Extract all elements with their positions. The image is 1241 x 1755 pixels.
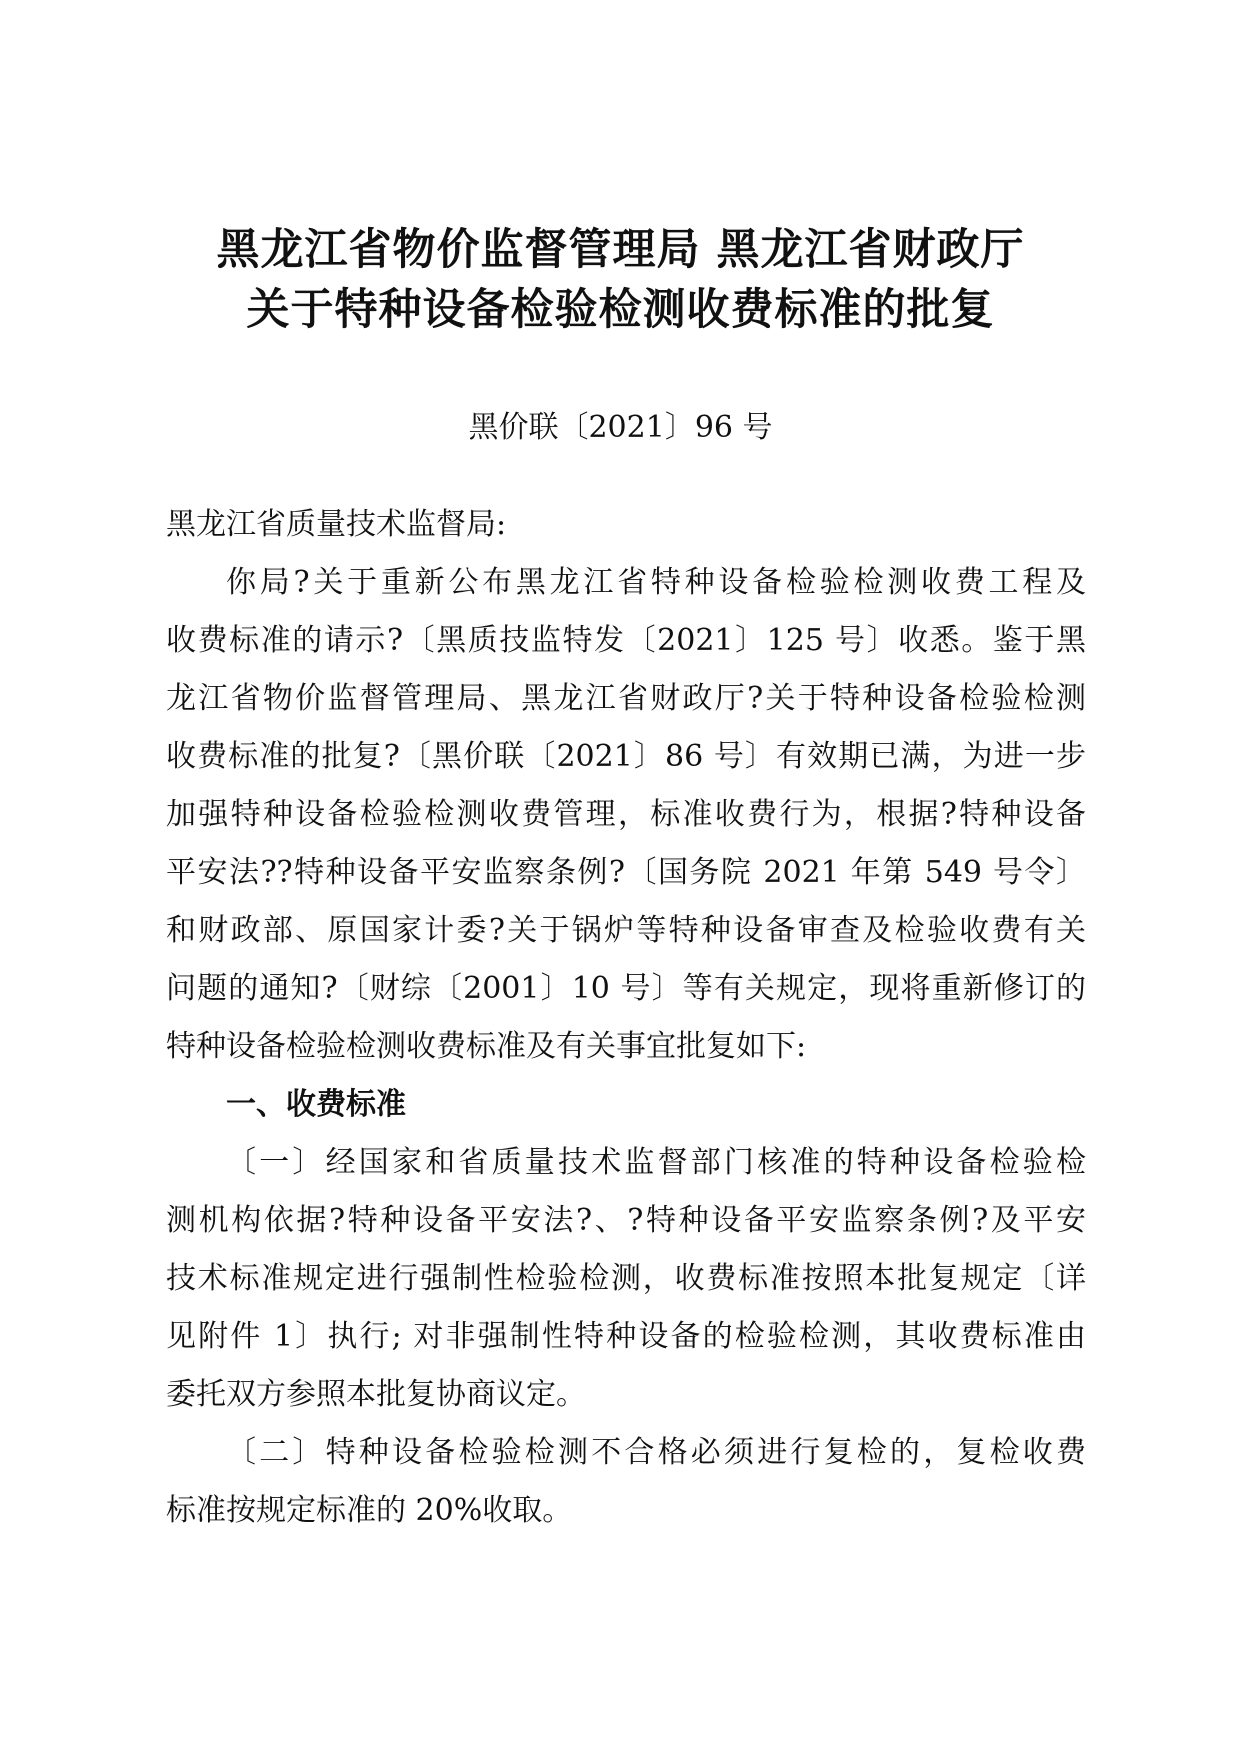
addressee: 黑龙江省质量技术监督局: — [166, 507, 507, 542]
paragraph-line: 你局?关于重新公布黑龙江省特种设备检验检测收费工程及 — [226, 565, 1086, 600]
paragraph-line: 加强特种设备检验检测收费管理，标准收费行为，根据?特种设备 — [166, 797, 1086, 832]
paragraph-line: 见附件 1〕执行; 对非强制性特种设备的检验检测，其收费标准由 — [166, 1319, 1086, 1354]
paragraph-line: 测机构依据?特种设备平安法?、?特种设备平安监察条例?及平安 — [166, 1203, 1086, 1238]
paragraph-line: 和财政部、原国家计委?关于锅炉等特种设备审查及检验收费有关 — [166, 913, 1086, 948]
paragraph-line: 龙江省物价监督管理局、黑龙江省财政厅?关于特种设备检验检测 — [166, 681, 1086, 716]
paragraph-line: 收费标准的批复?〔黑价联〔2021〕86 号〕有效期已满，为进一步 — [166, 739, 1086, 774]
document-title-line-2: 关于特种设备检验检测收费标准的批复 — [246, 285, 995, 335]
paragraph-line: 〔二〕特种设备检验检测不合格必须进行复检的，复检收费 — [226, 1435, 1086, 1470]
paragraph-line: 标准按规定标准的 20%收取。 — [166, 1493, 573, 1528]
section-heading: 一、收费标准 — [226, 1087, 406, 1122]
paragraph-line: 特种设备检验检测收费标准及有关事宜批复如下: — [166, 1029, 807, 1064]
paragraph-line: 技术标准规定进行强制性检验检测，收费标准按照本批复规定〔详 — [166, 1261, 1086, 1296]
paragraph-line: 平安法??特种设备平安监察条例?〔国务院 2021 年第 549 号令〕 — [166, 855, 1086, 890]
paragraph-line: 〔一〕经国家和省质量技术监督部门核准的特种设备检验检 — [226, 1145, 1086, 1180]
paragraph-line: 收费标准的请示?〔黑质技监特发〔2021〕125 号〕收悉。鉴于黑 — [166, 623, 1086, 658]
paragraph-line: 问题的通知?〔财综〔2001〕10 号〕等有关规定，现将重新修订的 — [166, 971, 1086, 1006]
paragraph-line: 委托双方参照本批复协商议定。 — [166, 1377, 586, 1412]
document-title-line-1: 黑龙江省物价监督管理局 黑龙江省财政厅 — [216, 225, 1025, 275]
document-number: 黑价联〔2021〕96 号 — [468, 410, 773, 445]
